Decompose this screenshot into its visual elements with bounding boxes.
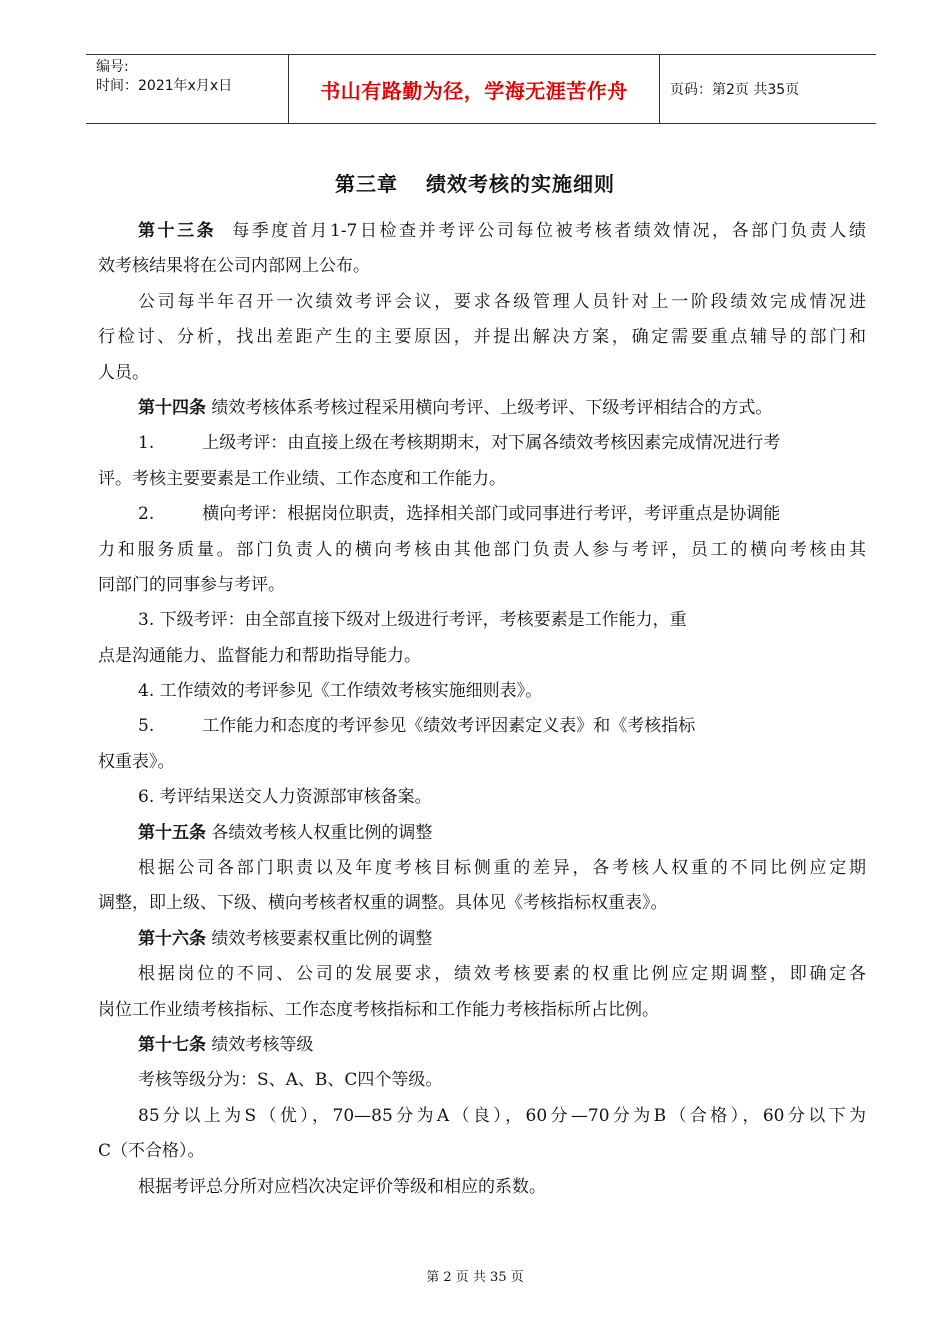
chapter-name: 绩效考核的实施细则 (426, 172, 615, 196)
article-17-line-2: 85分以上为S（优），70—85分为A（良），60分—70分为B（合格），60分以下为 (138, 1105, 866, 1126)
page-footer: 第 2 页 共 35 页 (426, 1270, 524, 1285)
article-15-line: 第十五条 各绩效考核人权重比例的调整 (138, 822, 433, 843)
article-14-item-3-line-1: 3. 下级考评：由全部直接下级对上级进行考评，考核要素是工作能力，重 (138, 610, 687, 631)
article-13-p2-line-2: 行检讨、分析，找出差距产生的主要原因，并提出解决方案，确定需要重点辅导的部门和 (98, 327, 866, 348)
article-14-item-2-line-1: 2. 横向考评：根据岗位职责，选择相关部门或同事进行考评，考评重点是协调能 (138, 504, 781, 525)
chapter-title (0, 168, 950, 197)
article-14-line: 第十四条 绩效考核体系考核过程采用横向考评、上级考评、下级考评相结合的方式。 (138, 397, 773, 418)
article-14-item-1-line-1: 1. 上级考评：由直接上级在考核期期末，对下属各绩效考核因素完成情况进行考 (138, 433, 781, 454)
article-13-p2-line-3: 人员。 (98, 362, 149, 383)
chapter-number: 第三章 (335, 172, 398, 196)
article-16-line-1: 根据岗位的不同、公司的发展要求，绩效考核要素的权重比例应定期调整，即确定各 (138, 964, 866, 985)
article-17-heading: 第十七条 (138, 1034, 206, 1055)
document-body (98, 214, 866, 1205)
article-17-line-1: 考核等级分为：S、A、B、C四个等级。 (138, 1070, 443, 1091)
article-14-heading: 第十四条 (138, 397, 206, 418)
article-17-line: 第十七条 绩效考核等级 (138, 1034, 314, 1055)
article-14-item-5-line-2: 权重表》。 (98, 751, 175, 772)
article-14-item-5-line-1: 5. 工作能力和态度的考评参见《绩效考评因素定义表》和《考核指标 (138, 716, 696, 737)
article-13-line-1: 第十三条 每季度首月1-7日检查并考评公司每位被考核者绩效情况，各部门负责人绩 (138, 221, 866, 241)
article-16-heading: 第十六条 (138, 928, 206, 949)
time-label: 时间：2021年x月x日 (96, 78, 233, 94)
article-14-item-6: 6. 考评结果送交人力资源部审核备案。 (138, 787, 432, 808)
article-13-p2-line-1: 公司每半年召开一次绩效考评会议，要求各级管理人员针对上一阶段绩效完成情况进 (138, 291, 866, 312)
number-label: 编号: (96, 59, 129, 75)
article-14-item-2-line-2: 力和服务质量。部门负责人的横向考核由其他部门负责人参与考评，员工的横向考核由其 (98, 539, 866, 560)
article-16-line-2: 岗位工作业绩考核指标、工作态度考核指标和工作能力考核指标所占比例。 (98, 999, 659, 1020)
article-17-line-4: 根据考评总分所对应档次决定评价等级和相应的系数。 (138, 1176, 546, 1197)
article-14-item-3-line-2: 点是沟通能力、监督能力和帮助指导能力。 (98, 645, 421, 666)
article-15-line-2: 调整，即上级、下级、横向考核者权重的调整。具体见《考核指标权重表》。 (98, 893, 668, 914)
article-16-line: 第十六条 绩效考核要素权重比例的调整 (138, 928, 433, 949)
article-13-heading: 第十三条 (138, 221, 217, 241)
article-14-item-2-line-3: 同部门的同事参与考评。 (98, 574, 285, 595)
header-table (86, 54, 876, 124)
header-left-cell (86, 55, 288, 123)
page-info: 页码：第2页 共35页 (670, 82, 800, 98)
article-14-item-1-line-2: 评。考核主要要素是工作业绩、工作态度和工作能力。 (98, 468, 506, 489)
article-15-line-1: 根据公司各部门职责以及年度考核目标侧重的差异，各考核人权重的不同比例应定期 (138, 858, 866, 879)
article-15-heading: 第十五条 (138, 822, 206, 843)
article-13-line-2: 效考核结果将在公司内部网上公布。 (98, 256, 370, 277)
motto: 书山有路勤为径，学海无涯苦作舟 (288, 55, 660, 123)
article-14-item-4: 4. 工作绩效的考评参见《工作绩效考核实施细则表》。 (138, 681, 543, 702)
article-17-line-3: C（不合格）。 (98, 1141, 205, 1162)
